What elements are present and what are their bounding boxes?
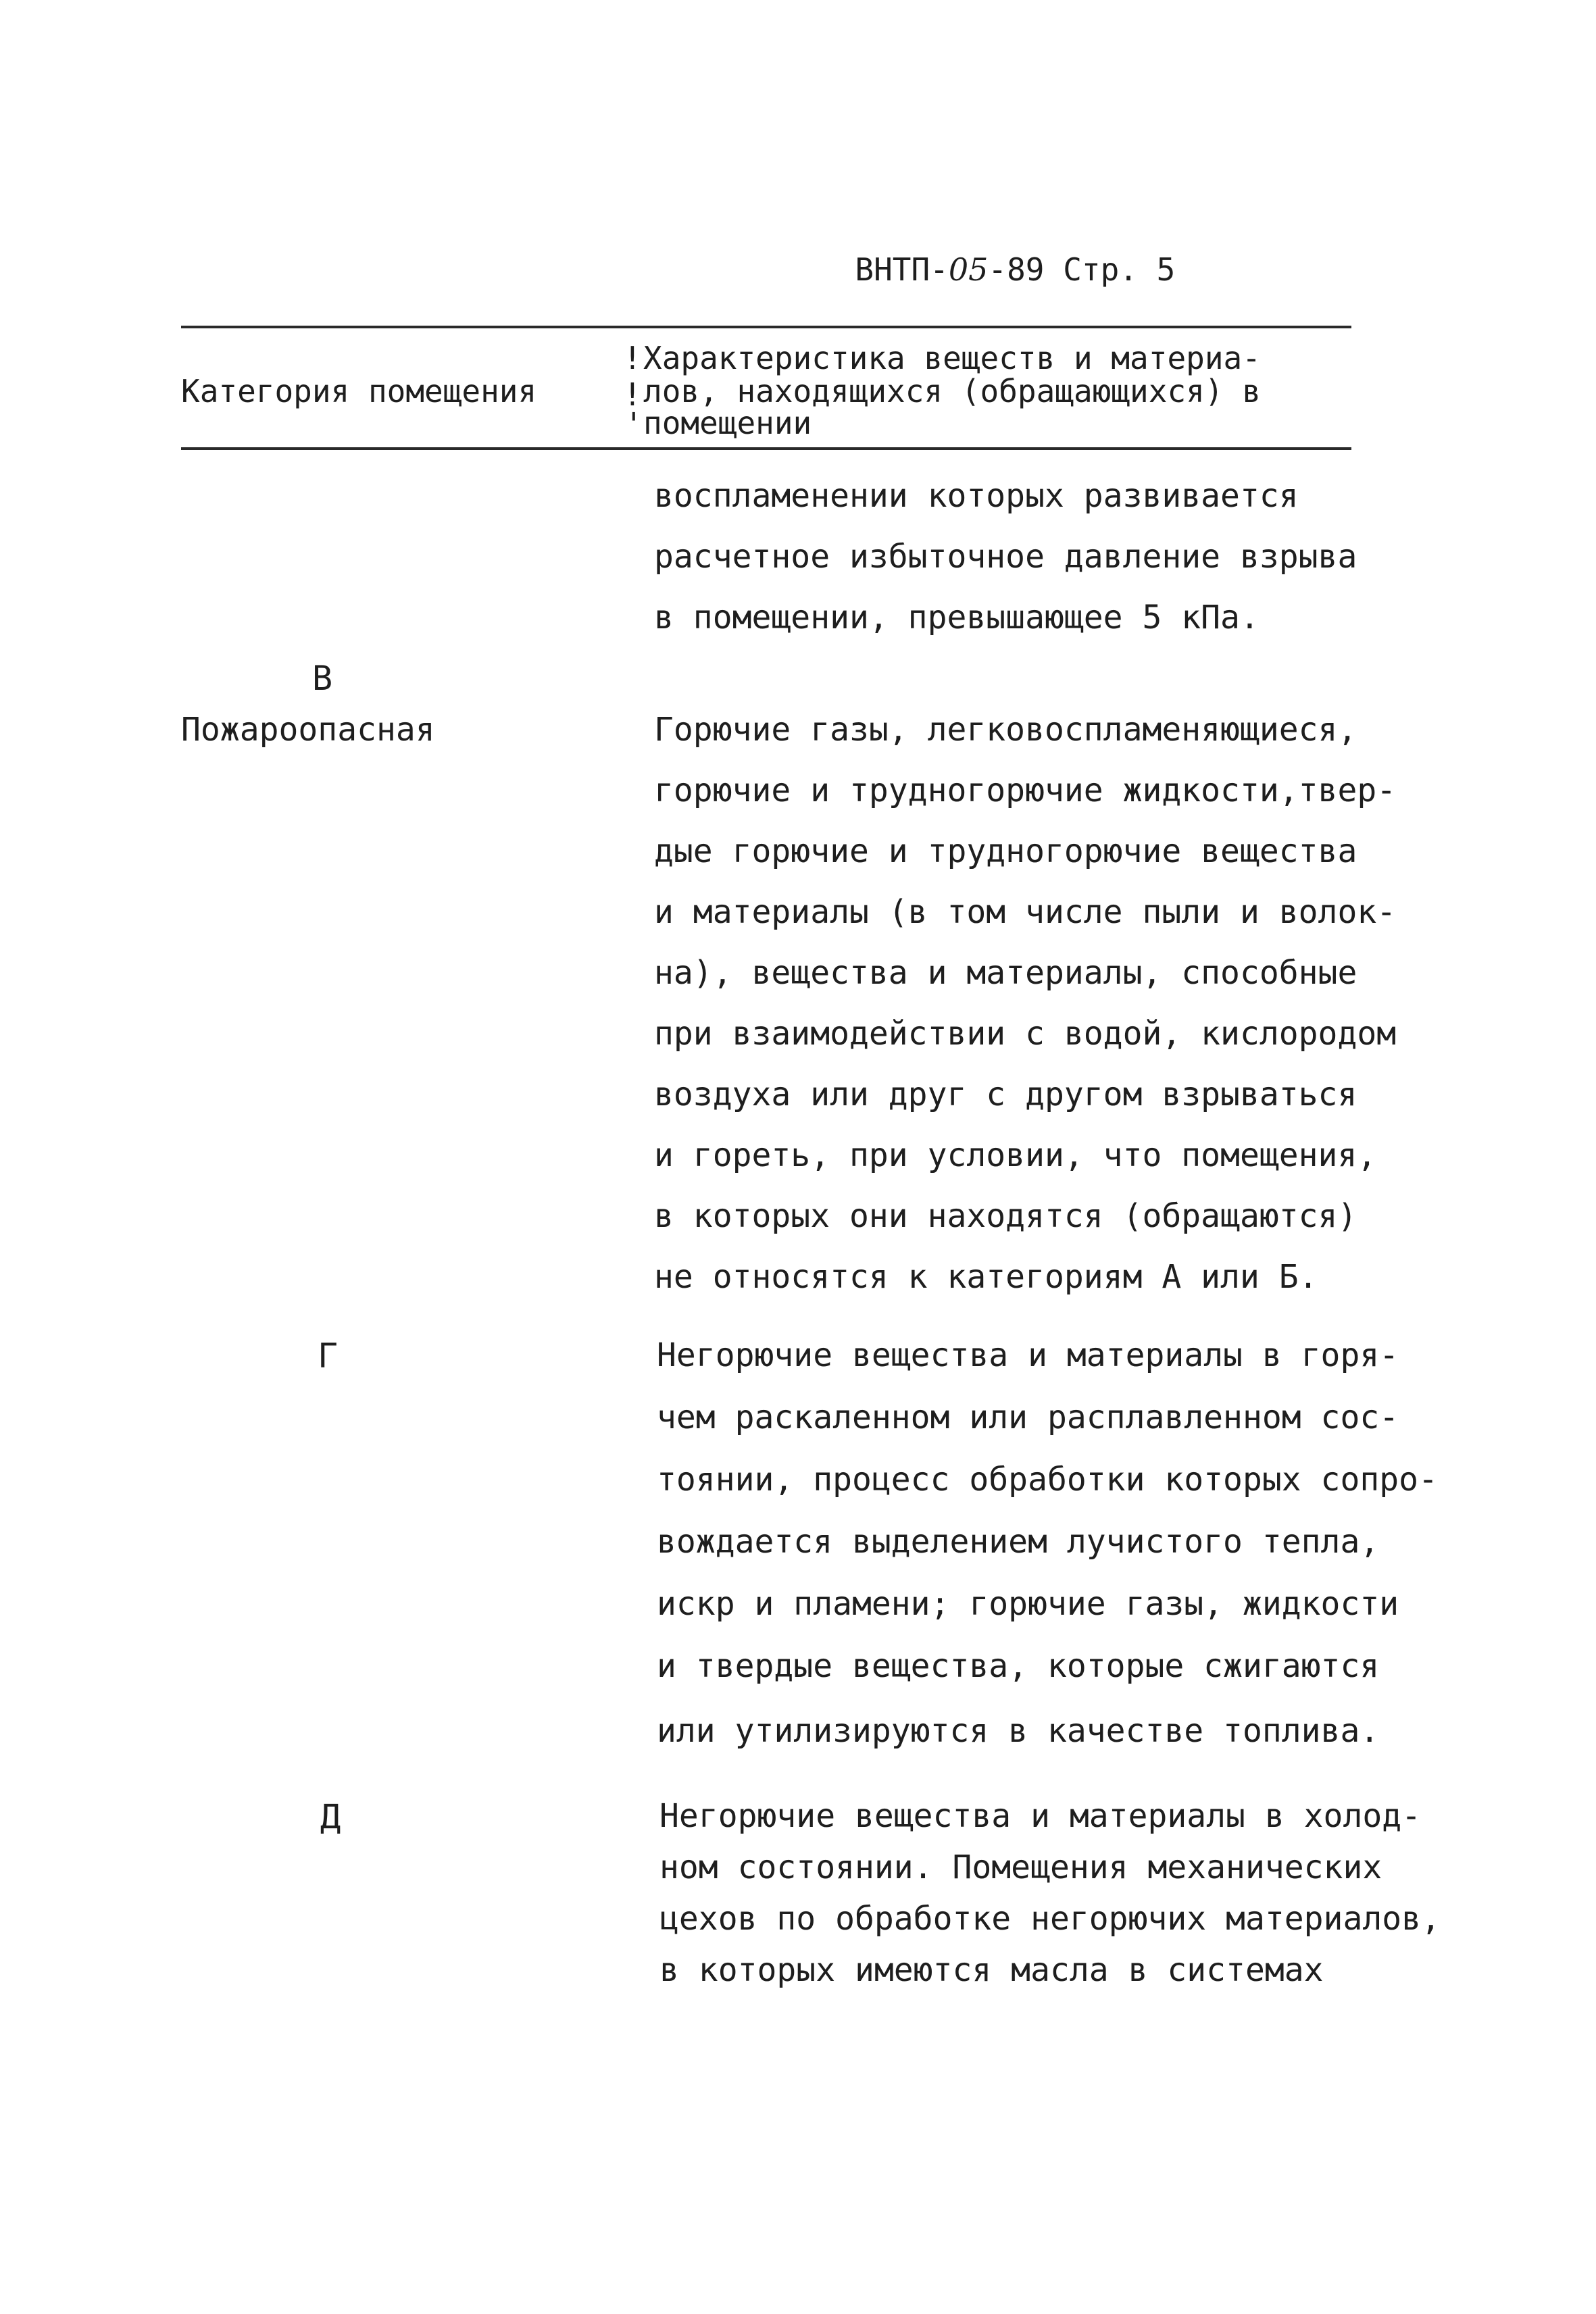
row-text-line: в которых имеются масла в системах: [659, 1951, 1324, 1989]
row-text-line: дые горючие и трудногорючие вещества: [654, 832, 1357, 870]
row-text-line: горючие и трудногорючие жидкости,твер-: [654, 772, 1397, 809]
row-text-line: воспламенении которых развивается: [654, 477, 1299, 515]
row-text-line: искр и пламени; горючие газы, жидкости: [657, 1585, 1399, 1623]
row-text-line: при взаимодействии с водой, кислородом: [654, 1015, 1397, 1053]
column-header-category: Категория помещения: [181, 373, 537, 409]
category-letter: В: [312, 659, 333, 698]
row-text-line: в помещении, превышающее 5 кПа.: [654, 599, 1260, 636]
category-letter: Г: [318, 1336, 339, 1376]
row-text-line: не относятся к категориям А или Б.: [654, 1258, 1318, 1296]
row-text-line: Горючие газы, легковоспламеняющиеся,: [654, 711, 1357, 749]
column-header-mark-3: ': [624, 406, 643, 443]
row-text-line: воздуха или друг с другом взрываться: [654, 1076, 1357, 1113]
column-header-characteristics-line-1: Характеристика веществ и материа-: [643, 340, 1261, 376]
row-text-line: Негорючие вещества и материалы в холод-: [659, 1797, 1422, 1835]
row-text-line: в которых они находятся (обращаются): [654, 1197, 1357, 1235]
handwritten-doc-number: 05: [948, 251, 989, 288]
table-top-rule: [181, 326, 1351, 328]
row-text-line: тоянии, процесс обработки которых сопро-: [657, 1461, 1438, 1499]
row-text-line: или утилизируются в качестве топлива.: [657, 1712, 1380, 1750]
row-text-line: и материалы (в том числе пыли и волок-: [654, 893, 1397, 931]
row-text-line: и гореть, при условии, что помещения,: [654, 1136, 1377, 1174]
category-letter: Д: [320, 1797, 341, 1836]
row-text-line: расчетное избыточное давление взрыва: [654, 538, 1357, 576]
page-header: [818, 215, 1175, 288]
column-header-characteristics-line-3: помещении: [643, 405, 812, 441]
doc-code-suffix: -89 Стр. 5: [988, 251, 1176, 288]
table-header-bottom-rule: [181, 447, 1351, 450]
row-text-line: чем раскаленном или расплавленном сос-: [657, 1399, 1399, 1436]
row-text-line: Негорючие вещества и материалы в горя-: [657, 1336, 1399, 1374]
row-text-line: и твердые вещества, которые сжигаются: [657, 1647, 1380, 1685]
row-text-line: на), вещества и материалы, способные: [654, 954, 1357, 992]
row-text-line: вождается выделением лучистого тепла,: [657, 1523, 1380, 1561]
row-text-line: ном состоянии. Помещения механических: [659, 1848, 1382, 1886]
column-header-mark-1: !: [623, 340, 642, 376]
doc-code-prefix: ВНТП-: [855, 251, 949, 288]
category-name: Пожароопасная: [181, 711, 435, 749]
column-header-characteristics-line-2: лов, находящихся (обращающихся) в: [643, 373, 1261, 409]
row-text-line: цехов по обработке негорючих материалов,: [659, 1900, 1441, 1938]
column-header-mark-2: !: [623, 376, 642, 413]
